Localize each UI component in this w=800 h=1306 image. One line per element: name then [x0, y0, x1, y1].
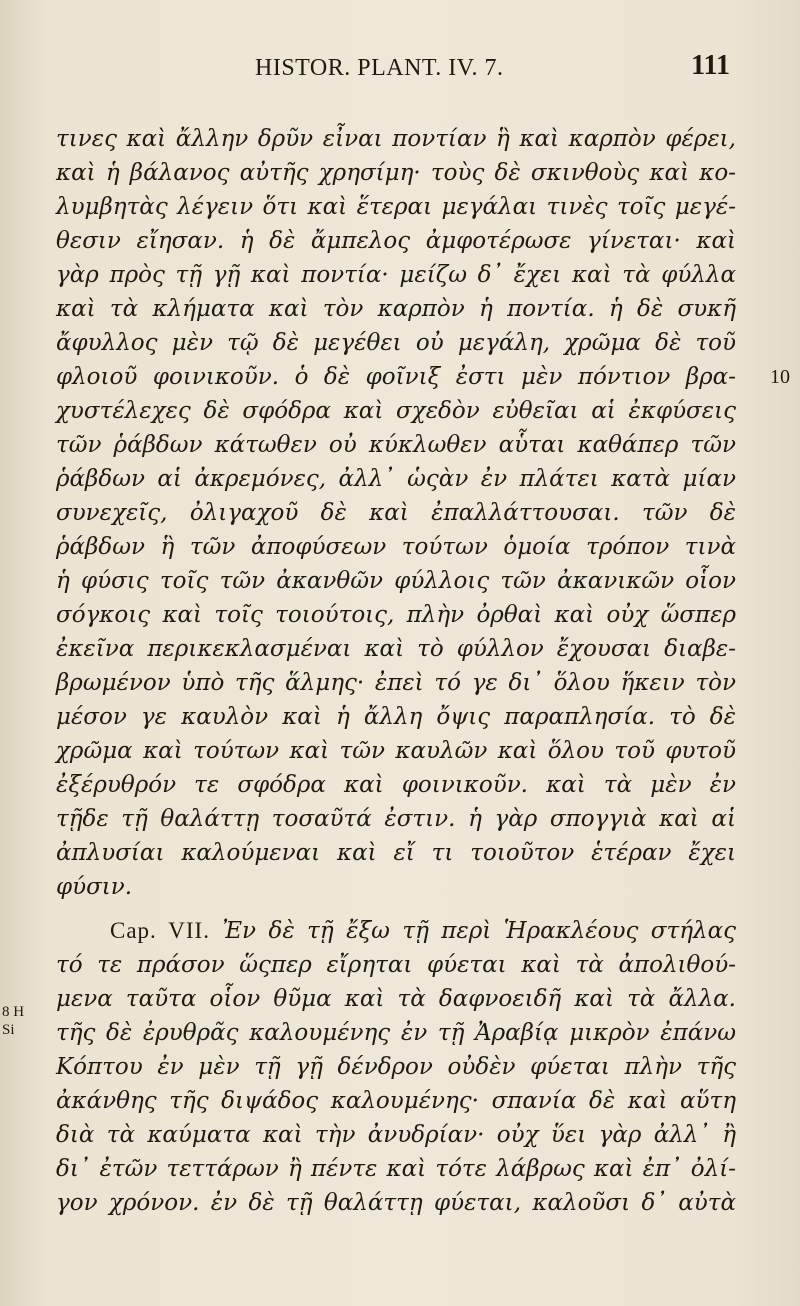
running-head [0, 50, 800, 90]
text-line: μενα ταῦτα οἷον θῦμα καὶ τὰ δαφνοειδῆ καὶ τὰ ἄλλα. [56, 986, 736, 1012]
text-line: τῆς δὲ ἐρυθρᾶς καλουμένης ἐν τῇ Ἀραβίᾳ μικρὸν ἐπάνω [56, 1020, 736, 1046]
line-number: 10 [770, 366, 790, 388]
text-line: ἄφυλλος μὲν τῷ δὲ μεγέθει οὐ μεγάλη, χρῶμα δὲ τοῦ [56, 330, 736, 356]
text-line: θεσιν εἴησαν. ἡ δὲ ἄμπελος ἀμφοτέρωσε γίνεται· καὶ [56, 228, 736, 254]
text-line: Κόπτου ἐν μὲν τῇ γῇ δένδρον οὐδὲν φύεται πλὴν τῆς [56, 1054, 736, 1080]
running-head-title: HISTOR. PLANT. IV. 7. [255, 55, 504, 81]
text-line: τῶν ῥάβδων κάτωθεν οὐ κύκλωθεν αὗται καθάπερ τῶν [56, 432, 736, 458]
text-line: φύσιν. [56, 874, 133, 900]
text-line: συνεχεῖς, ὀλιγαχοῦ δὲ καὶ ἐπαλλάττουσαι. τῶν δὲ [56, 500, 736, 526]
text-line: γὰρ πρὸς τῇ γῇ καὶ ποντία· μείζω δ᾽ ἔχει καὶ τὰ φύλλα [56, 262, 736, 288]
text-line: χρῶμα καὶ τούτων καὶ τῶν καυλῶν καὶ ὅλου τοῦ φυτοῦ [56, 738, 736, 764]
text-line: ῥάβδων αἱ ἀκρεμόνες, ἀλλ᾽ ὡςὰν ἐν πλάτει κατὰ μίαν [56, 466, 736, 492]
text-line: τινες καὶ ἄλλην δρῦν εἶναι ποντίαν ἣ καὶ καρπὸν φέρει, [56, 126, 736, 152]
text-line: δι᾽ ἐτῶν τεττάρων ἢ πέντε καὶ τότε λάβρως καὶ ἐπ᾽ ὀλί- [56, 1156, 736, 1182]
text-line: καὶ τὰ κλήματα καὶ τὸν καρπὸν ἡ ποντία. ἡ δὲ συκῆ [56, 296, 736, 322]
text-line: ἐκεῖνα περικεκλασμέναι καὶ τὸ φύλλον ἔχουσαι διαβε- [56, 636, 736, 662]
text-line: χυστέλεχες δὲ σφόδρα καὶ σχεδὸν εὐθεῖαι αἱ ἐκφύσεις [56, 398, 736, 424]
text-line: βρωμένον ὑπὸ τῆς ἅλμης· ἐπεὶ τό γε δι᾽ ὅλου ἥκειν τὸν [56, 670, 736, 696]
chapter-heading-line [110, 916, 736, 946]
text-line: φλοιοῦ φοινικοῦν. ὁ δὲ φοῖνιξ ἐστι μὲν πόντιον βρα- [56, 364, 736, 390]
text-line: μέσον γε καυλὸν καὶ ἡ ἄλλη ὄψις παραπλησία. τὸ δὲ [56, 704, 736, 730]
text-line: ἀκάνθης τῆς διψάδος καλουμένης· σπανία δὲ καὶ αὕτη [56, 1088, 736, 1114]
text-line: ἐξέρυθρόν τε σφόδρα καὶ φοινικοῦν. καὶ τὰ μὲν ἐν [56, 772, 736, 798]
text-line: ῥάβδων ἣ τῶν ἀποφύσεων τούτων ὁμοία τρόπον τινὰ [56, 534, 736, 560]
text-line: ἀπλυσίαι καλούμεναι καὶ εἴ τι τοιοῦτον ἑτέραν ἔχει [56, 840, 736, 866]
page-number: 111 [691, 50, 730, 81]
chapter-label: Cap. VII. [110, 918, 210, 943]
text-line: διὰ τὰ καύματα καὶ τὴν ἀνυδρίαν· οὐχ ὕει γὰρ ἀλλ᾽ ἢ [56, 1122, 736, 1148]
text-line: καὶ ἡ βάλανος αὐτῆς χρησίμη· τοὺς δὲ σκινθοὺς καὶ κο- [56, 160, 736, 186]
margin-mark: 8 H [2, 1004, 25, 1020]
chapter-first-line: Ἐν δὲ τῇ ἔξω τῇ περὶ Ἡρακλέους στήλας [222, 918, 737, 944]
margin-mark: Si [2, 1022, 15, 1038]
text-line: τό τε πράσον ὥςπερ εἴρηται φύεται καὶ τὰ ἀπολιθού- [56, 952, 736, 978]
text-line: ἡ φύσις τοῖς τῶν ἀκανθῶν φύλλοις τῶν ἀκανικῶν οἷον [56, 568, 736, 594]
text-line: τῇδε τῇ θαλάττῃ τοσαῦτά ἐστιν. ἡ γὰρ σπογγιὰ καὶ αἱ [56, 806, 736, 832]
text-line: γον χρόνον. ἐν δὲ τῇ θαλάττῃ φύεται, καλοῦσι δ᾽ αὐτὰ [56, 1190, 736, 1216]
text-line: σόγκοις καὶ τοῖς τοιούτοις, πλὴν ὀρθαὶ καὶ οὐχ ὥσπερ [56, 602, 736, 628]
text-line: λυμβητὰς λέγειν ὅτι καὶ ἕτεραι μεγάλαι τινὲς τοῖς μεγέ- [56, 194, 736, 220]
